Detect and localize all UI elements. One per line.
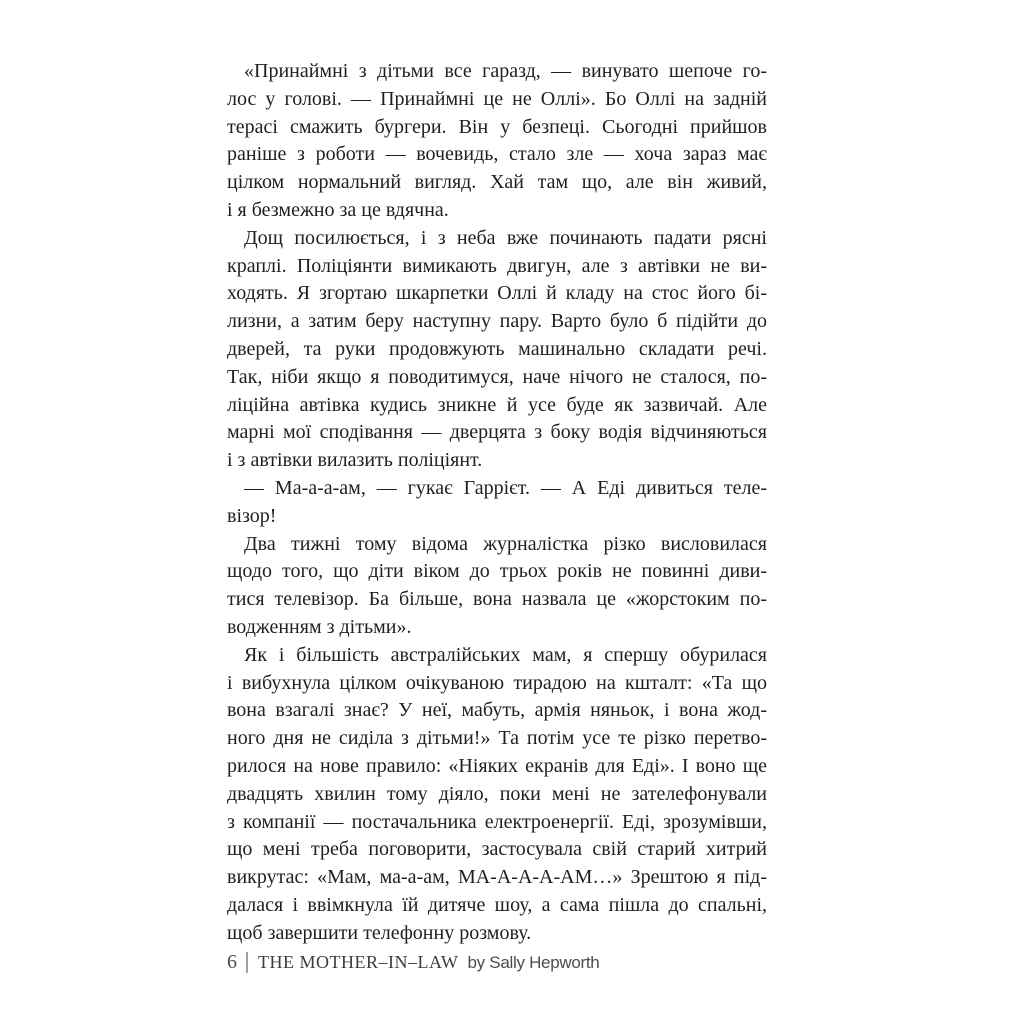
text-line: рилося на нове правило: «Ніяких екранів для Еді». І воно ще <box>227 754 767 777</box>
text-line: що мені треба поговорити, застосувала свій старий хитрий <box>227 838 767 861</box>
text-line: — Ма-а-а-ам, — гукає Гаррієт. — А Еді дивиться теле- <box>244 476 767 499</box>
text-line: «Принаймні з дітьми все гаразд, — винувато шепоче го- <box>244 60 767 82</box>
footer-divider <box>246 952 248 973</box>
text-line: краплі. Поліціянти вимикають двигун, але з автівки не ви- <box>227 254 767 277</box>
text-line: тися телевізор. Ба більше, вона назвала це «жорстоким по- <box>227 588 767 611</box>
book-title: THE MOTHER–IN–LAW <box>258 952 459 972</box>
text-line: ного дня не сиділа з дітьми!» Та потім усе те різко перетво- <box>227 727 767 750</box>
book-author: by Sally Hepworth <box>467 952 600 972</box>
text-line: терасі смажить бургери. Він у безпеці. Сьогодні прийшов <box>227 115 767 138</box>
paragraph <box>227 642 767 948</box>
text-line: і вибухнула цілком очікуваною тирадою на кшталт: «Та що <box>227 671 767 694</box>
text-line: щодо того, що діти віком до трьох років не повинні диви- <box>227 560 767 583</box>
page-footer <box>227 951 599 974</box>
paragraph <box>227 225 767 475</box>
paragraph <box>227 475 767 531</box>
text-line: візор! <box>227 504 277 527</box>
text-line: вона взагалі знає? У неї, мабуть, армія няньок, і вона жод- <box>227 699 767 722</box>
text-line: лизни, а затим беру наступну пару. Варто було б підійти до <box>227 310 767 333</box>
text-line: раніше з роботи — вочевидь, стало зле — хоча зараз має <box>227 143 767 166</box>
paragraph <box>227 531 767 642</box>
text-line: Так, ніби якщо я поводитимуся, наче нічого не сталося, по- <box>227 365 767 388</box>
text-line: двадцять хвилин тому діяло, поки мені не зателефонували <box>227 782 767 805</box>
text-line: дверей, та руки продовжують машинально складати речі. <box>227 337 767 360</box>
text-line: цілком нормальний вигляд. Хай там що, але він живий, <box>227 171 767 194</box>
text-line: лос у голові. — Принаймні це не Оллі». Бо Оллі на задній <box>227 87 767 110</box>
paragraph <box>227 58 767 225</box>
text-line: з компанії — постачальника електроенергії. Еді, зрозумівши, <box>227 810 767 833</box>
text-line: і з автівки вилазить поліціянт. <box>227 449 483 472</box>
text-line: ліційна автівка кудись зникне й усе буде як зазвичай. Але <box>227 393 767 416</box>
page-number: 6 <box>227 951 237 973</box>
text-line: марні мої сподівання — дверцята з боку водія відчиняються <box>227 421 767 444</box>
page-text <box>227 58 767 948</box>
text-line: Дощ посилюється, і з неба вже починають падати рясні <box>244 226 767 249</box>
text-line: ходять. Я згортаю шкарпетки Оллі й кладу на стос його бі- <box>227 282 767 305</box>
text-line: викрутас: «Мам, ма-а-ам, МА-А-А-А-АМ…» Зрештою я під- <box>227 866 767 889</box>
text-line: Як і більшість австралійських мам, я спершу обурилася <box>244 643 767 666</box>
text-line: щоб завершити телефонну розмову. <box>227 921 532 944</box>
text-line: Два тижні тому відома журналістка різко висловилася <box>244 532 767 555</box>
text-line: і я безмежно за це вдячна. <box>227 198 449 221</box>
text-line: водженням з дітьми». <box>227 615 412 638</box>
text-line: далася і ввімкнула їй дитяче шоу, а сама пішла до спальні, <box>227 893 767 916</box>
